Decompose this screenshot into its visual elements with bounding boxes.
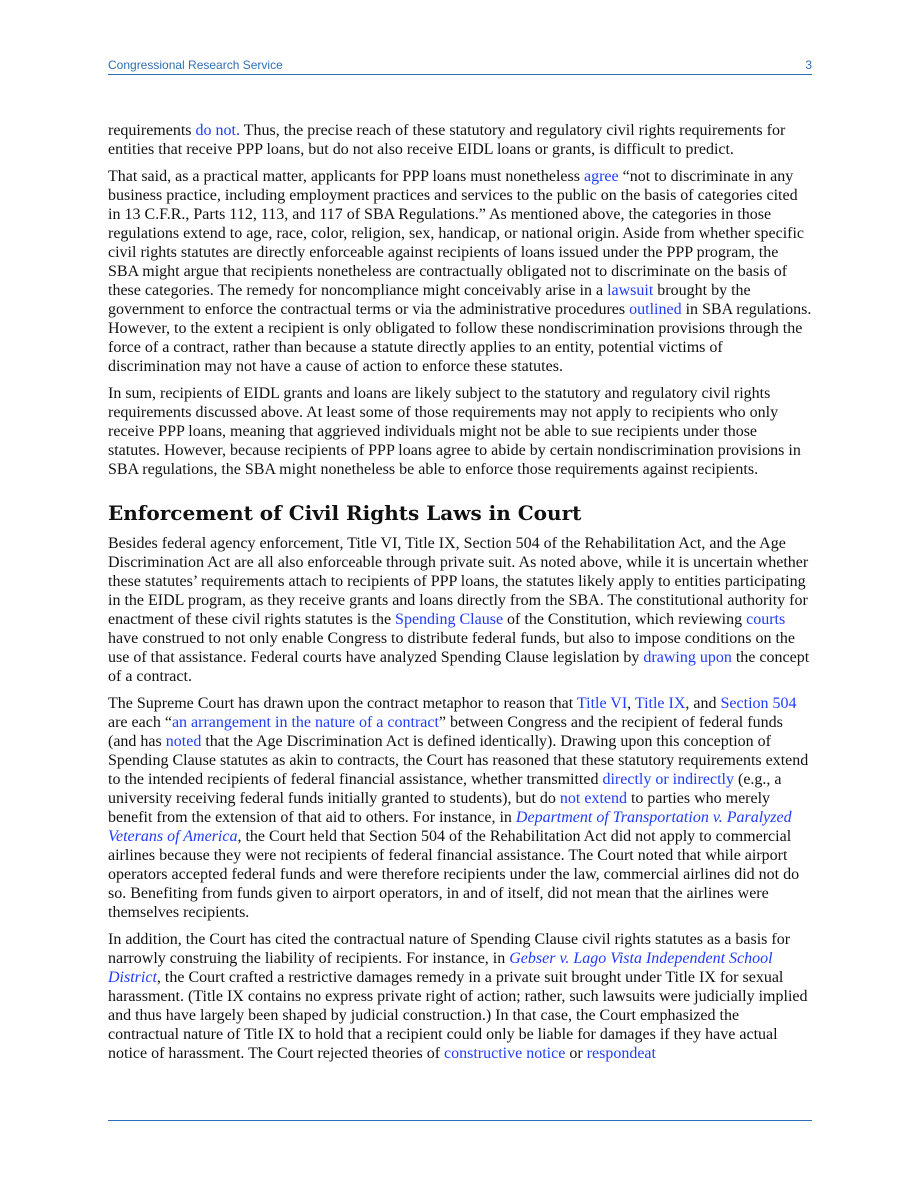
text-run: In sum, recipients of EIDL grants and loans are likely subject to the statutory and regulatory civil rights requirements discussed above. At least some of those requirements may not apply to recipients who only receive PPP loans, meaning that aggrieved individuals might not be able to sue recipients under those statutes. However, because recipients of PPP loans agree to abide by certain nondiscrimination provisions in SBA regulations, the SBA might nonetheless be able to enforce those requirements against recipients. bbox=[108, 385, 801, 478]
section-heading: Enforcement of Civil Rights Laws in Court bbox=[108, 501, 582, 525]
link-title-vi[interactable]: Title VI bbox=[576, 695, 628, 712]
link-respondeat[interactable]: respondeat bbox=[586, 1045, 656, 1062]
text-run: in SBA regulations. However, to the extent a recipient is only obligated to follow these nondiscrimination provisions through the force of a contract, rather than because a statute directly applies to an entity, potential victims of discrimination may not have a cause of action to enforce these statutes. bbox=[108, 301, 812, 375]
text-run: ” between Congress and the recipient of federal funds (and has bbox=[108, 714, 783, 750]
link-do-not[interactable]: do not. bbox=[195, 122, 240, 139]
text-run: Besides federal agency enforcement, Title VI, Title IX, Section 504 of the Rehabilitation Act, and the Age Discrimination Act are all also enforceable through private suit. As noted above, while it is uncertain whether these statutes’ requirements attach to recipients of PPP loans, the statutes likely apply to entities participating in the EIDL program, as they receive grants and loans directly from the SBA. The constitutional authority for enactment of these civil rights statutes is the bbox=[108, 535, 809, 628]
page-header bbox=[108, 58, 812, 75]
text-run: That said, as a practical matter, applicants for PPP loans must nonetheless bbox=[108, 168, 584, 185]
paragraph-6 bbox=[108, 930, 812, 1063]
text-run: Thus, the precise reach of these statutory and regulatory civil rights requirements for entities that receive PPP loans, but do not also receive EIDL loans or grants, is difficult to predict. bbox=[108, 122, 786, 158]
text-run: are each “ bbox=[108, 714, 172, 731]
text-run: or bbox=[565, 1045, 587, 1062]
paragraph-5 bbox=[108, 694, 812, 922]
text-run: have construed to not only enable Congress to distribute federal funds, but also to impose conditions on the use of that assistance. Federal courts have analyzed Spending Clause legislation by bbox=[108, 630, 795, 666]
text-run: to parties who merely benefit from the extension of that aid to others. For instance, in bbox=[108, 790, 771, 826]
link-directly-or-indirectly[interactable]: directly or indirectly bbox=[602, 771, 734, 788]
text-run: requirements bbox=[108, 122, 196, 139]
text-run: The Supreme Court has drawn upon the contract metaphor to reason that bbox=[108, 695, 577, 712]
link-title-ix[interactable]: Title IX bbox=[634, 695, 686, 712]
link-not-extend[interactable]: not extend bbox=[559, 790, 627, 807]
link-drawing-upon[interactable]: drawing upon bbox=[643, 649, 732, 666]
link-lawsuit[interactable]: lawsuit bbox=[607, 282, 654, 299]
page-number: 3 bbox=[805, 58, 812, 72]
text-run: , and bbox=[685, 695, 721, 712]
link-arrangement-contract[interactable]: an arrangement in the nature of a contract bbox=[171, 714, 439, 731]
link-noted[interactable]: noted bbox=[165, 733, 202, 750]
footer-rule bbox=[108, 1120, 812, 1121]
link-courts[interactable]: courts bbox=[746, 611, 786, 628]
document-body bbox=[108, 121, 812, 1071]
paragraph-3 bbox=[108, 384, 812, 479]
text-run: , the Court crafted a restrictive damages remedy in a private suit brought under Title IX for sexual harassment. (Title IX contains no express private right of action; rather, such lawsuits were judicially implied and thus have largely been shaped by judicial construction.) In that case, the Court emphasized the contractual nature of Title IX to hold that a recipient could only be liable for damages if they have actual notice of harassment. The Court rejected theories of bbox=[108, 969, 808, 1062]
header-title: Congressional Research Service bbox=[108, 58, 283, 72]
text-run: that the Age Discrimination Act is defined identically). Drawing upon this conception of Spending Clause statutes as akin to contracts, the Court has reasoned that these statutory requirements extend to the intended recipients of federal financial assistance, whether transmitted bbox=[108, 733, 809, 788]
text-run: , bbox=[627, 695, 635, 712]
paragraph-1 bbox=[108, 121, 812, 159]
link-gebser[interactable]: Gebser v. Lago Vista Independent School District bbox=[108, 950, 773, 986]
text-run: of the Constitution, which reviewing bbox=[503, 611, 747, 628]
paragraph-2 bbox=[108, 167, 812, 376]
link-agree[interactable]: agree bbox=[583, 168, 619, 185]
text-run: the concept of a contract. bbox=[108, 649, 810, 685]
text-run: brought by the government to enforce the contractual terms or via the administrative procedures bbox=[108, 282, 751, 318]
paragraph-4 bbox=[108, 534, 812, 686]
text-run: (e.g., a university receiving federal funds initially granted to students), but do bbox=[108, 771, 782, 807]
link-spending-clause[interactable]: Spending Clause bbox=[395, 611, 504, 628]
link-constructive-notice[interactable]: constructive notice bbox=[444, 1045, 566, 1062]
link-dot-v-pva[interactable]: Department of Transportation v. Paralyzed Veterans of America bbox=[108, 809, 792, 845]
link-outlined[interactable]: outlined bbox=[629, 301, 682, 318]
link-section-504[interactable]: Section 504 bbox=[720, 695, 797, 712]
text-run: “not to discriminate in any business practice, including employment practices and services to the public on the basis of categories cited in 13 C.F.R., Parts 112, 113, and 117 of SBA Regulations.” As mentioned above, the categories in those regulations extend to age, race, color, religion, sex, handicap, or national origin. Aside from whether specific civil rights statutes are directly enforceable against recipients of loans issued under the PPP program, the SBA might argue that recipients nonetheless are contractually obligated not to discriminate on the basis of these categories. The remedy for noncompliance might conceivably arise in a bbox=[108, 168, 805, 299]
text-run: In addition, the Court has cited the contractual nature of Spending Clause civil rights statutes as a basis for narrowly construing the liability of recipients. For instance, in bbox=[108, 931, 791, 967]
text-run: , the Court held that Section 504 of the Rehabilitation Act did not apply to commercial airlines because they were not recipients of federal financial assistance. The Court noted that while airport operators accepted federal funds and were therefore recipients under the law, commercial airlines did not do so. Benefiting from funds given to airport operators, in and of itself, did not mean that the airlines were themselves recipients. bbox=[108, 828, 800, 921]
